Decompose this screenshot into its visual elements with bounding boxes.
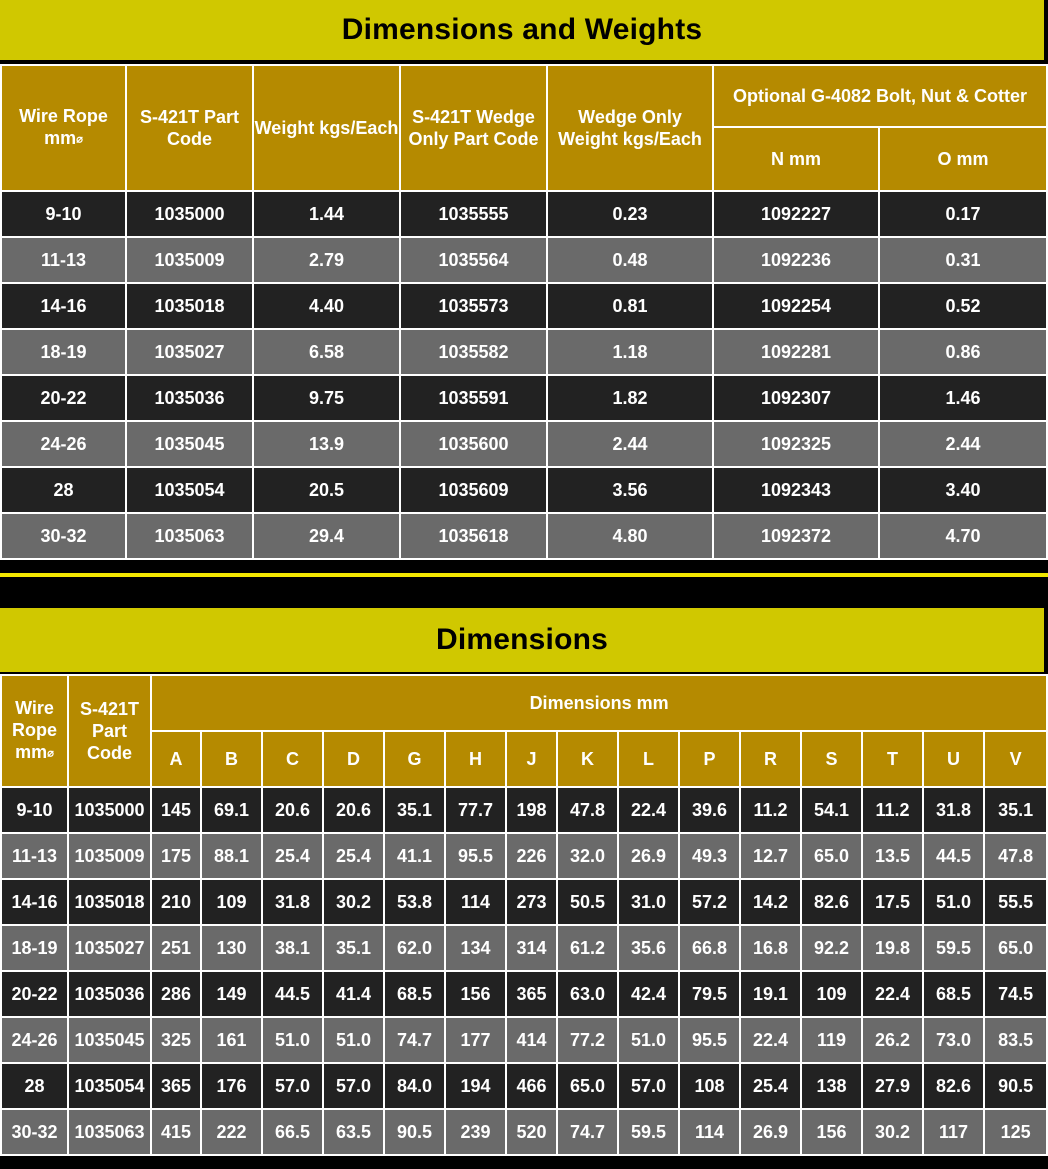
header-weight: Weight kgs/Each xyxy=(253,65,400,191)
table-cell: 108 xyxy=(679,1063,740,1109)
table-cell: 24-26 xyxy=(1,421,126,467)
table-cell: 1035555 xyxy=(400,191,547,237)
table-cell: 1035009 xyxy=(68,833,151,879)
table-cell: 30-32 xyxy=(1,513,126,559)
table-cell: 25.4 xyxy=(323,833,384,879)
table-cell: 51.0 xyxy=(262,1017,323,1063)
table-cell: 1035036 xyxy=(68,971,151,1017)
table-cell: 55.5 xyxy=(984,879,1047,925)
table-cell: 1035564 xyxy=(400,237,547,283)
table-cell: 17.5 xyxy=(862,879,923,925)
table-cell: 16.8 xyxy=(740,925,801,971)
table-cell: 114 xyxy=(679,1109,740,1155)
table-cell: 1.46 xyxy=(879,375,1047,421)
table-cell: 1035591 xyxy=(400,375,547,421)
table-cell: 95.5 xyxy=(679,1017,740,1063)
header-dim-letter: D xyxy=(323,731,384,787)
table-row xyxy=(1,1109,1047,1155)
header-dim-letter: V xyxy=(984,731,1047,787)
table-cell: 520 xyxy=(506,1109,557,1155)
table-cell: 32.0 xyxy=(557,833,618,879)
table-cell: 68.5 xyxy=(384,971,445,1017)
table-cell: 44.5 xyxy=(262,971,323,1017)
table-cell: 14-16 xyxy=(1,283,126,329)
header-wedge-code: S-421T Wedge Only Part Code xyxy=(400,65,547,191)
table-cell: 466 xyxy=(506,1063,557,1109)
table-row xyxy=(1,237,1047,283)
header-dim-letter: R xyxy=(740,731,801,787)
table-cell: 57.2 xyxy=(679,879,740,925)
table-cell: 30.2 xyxy=(862,1109,923,1155)
table-cell: 57.0 xyxy=(323,1063,384,1109)
table-cell: 4.40 xyxy=(253,283,400,329)
table-cell: 35.1 xyxy=(984,787,1047,833)
table-cell: 20.5 xyxy=(253,467,400,513)
table-cell: 25.4 xyxy=(262,833,323,879)
table-cell: 1092307 xyxy=(713,375,879,421)
header-optional-bolt: Optional G-4082 Bolt, Nut & Cotter xyxy=(713,65,1047,127)
table-cell: 92.2 xyxy=(801,925,862,971)
table-cell: 73.0 xyxy=(923,1017,984,1063)
table-cell: 109 xyxy=(201,879,262,925)
table-cell: 42.4 xyxy=(618,971,679,1017)
table-cell: 0.48 xyxy=(547,237,713,283)
table-cell: 35.6 xyxy=(618,925,679,971)
table-row xyxy=(1,283,1047,329)
table-cell: 1092227 xyxy=(713,191,879,237)
table-cell: 65.0 xyxy=(801,833,862,879)
table-cell: 29.4 xyxy=(253,513,400,559)
table-cell: 65.0 xyxy=(557,1063,618,1109)
table-cell: 2.44 xyxy=(547,421,713,467)
table-cell: 4.80 xyxy=(547,513,713,559)
table-cell: 0.17 xyxy=(879,191,1047,237)
table-cell: 39.6 xyxy=(679,787,740,833)
table-cell: 176 xyxy=(201,1063,262,1109)
table-cell: 35.1 xyxy=(323,925,384,971)
header-dim-letter: H xyxy=(445,731,506,787)
section-divider xyxy=(0,573,1048,577)
table-cell: 24-26 xyxy=(1,1017,68,1063)
table-cell: 1035609 xyxy=(400,467,547,513)
table-cell: 365 xyxy=(151,1063,201,1109)
table-cell: 1035054 xyxy=(68,1063,151,1109)
table-row xyxy=(1,467,1047,513)
table-cell: 95.5 xyxy=(445,833,506,879)
table-cell: 20.6 xyxy=(323,787,384,833)
header-part-code: S-421T Part Code xyxy=(68,675,151,787)
diameter-icon: ⌀ xyxy=(47,747,54,760)
table-cell: 26.2 xyxy=(862,1017,923,1063)
table-cell: 198 xyxy=(506,787,557,833)
table-cell: 161 xyxy=(201,1017,262,1063)
header-dimensions: Dimensions mm xyxy=(151,675,1047,731)
table-cell: 30-32 xyxy=(1,1109,68,1155)
table-cell: 69.1 xyxy=(201,787,262,833)
table-cell: 194 xyxy=(445,1063,506,1109)
table-cell: 11.2 xyxy=(740,787,801,833)
table-cell: 35.1 xyxy=(384,787,445,833)
table-cell: 83.5 xyxy=(984,1017,1047,1063)
table-cell: 74.7 xyxy=(557,1109,618,1155)
table-row xyxy=(1,833,1047,879)
table-cell: 14-16 xyxy=(1,879,68,925)
table-cell: 0.31 xyxy=(879,237,1047,283)
table-cell: 77.7 xyxy=(445,787,506,833)
table-cell: 44.5 xyxy=(923,833,984,879)
table-cell: 251 xyxy=(151,925,201,971)
table-cell: 1035063 xyxy=(68,1109,151,1155)
table-cell: 9-10 xyxy=(1,787,68,833)
table-cell: 1035000 xyxy=(126,191,253,237)
table-cell: 50.5 xyxy=(557,879,618,925)
table-cell: 66.8 xyxy=(679,925,740,971)
table-cell: 1035018 xyxy=(126,283,253,329)
table-cell: 18-19 xyxy=(1,925,68,971)
table-cell: 1035045 xyxy=(68,1017,151,1063)
table-row xyxy=(1,421,1047,467)
header-dim-letter: U xyxy=(923,731,984,787)
table-cell: 19.8 xyxy=(862,925,923,971)
table-cell: 51.0 xyxy=(618,1017,679,1063)
table-cell: 1092281 xyxy=(713,329,879,375)
header-dim-letter: C xyxy=(262,731,323,787)
table-cell: 0.86 xyxy=(879,329,1047,375)
table-cell: 18-19 xyxy=(1,329,126,375)
table-row xyxy=(1,375,1047,421)
header-dim-letter: A xyxy=(151,731,201,787)
table-cell: 28 xyxy=(1,467,126,513)
table-cell: 156 xyxy=(801,1109,862,1155)
table-cell: 28 xyxy=(1,1063,68,1109)
table-cell: 82.6 xyxy=(923,1063,984,1109)
table-cell: 175 xyxy=(151,833,201,879)
table-cell: 47.8 xyxy=(557,787,618,833)
dimensions-table xyxy=(0,674,1048,1156)
table-cell: 11.2 xyxy=(862,787,923,833)
table-cell: 3.40 xyxy=(879,467,1047,513)
table-cell: 1092372 xyxy=(713,513,879,559)
table-cell: 1035000 xyxy=(68,787,151,833)
table-cell: 286 xyxy=(151,971,201,1017)
table-cell: 65.0 xyxy=(984,925,1047,971)
header-wedge-weight: Wedge Only Weight kgs/Each xyxy=(547,65,713,191)
table-cell: 130 xyxy=(201,925,262,971)
table-cell: 66.5 xyxy=(262,1109,323,1155)
table-cell: 9.75 xyxy=(253,375,400,421)
table-row xyxy=(1,1017,1047,1063)
table-cell: 26.9 xyxy=(618,833,679,879)
table-cell: 79.5 xyxy=(679,971,740,1017)
table-cell: 2.79 xyxy=(253,237,400,283)
table-cell: 22.4 xyxy=(618,787,679,833)
table-cell: 1035573 xyxy=(400,283,547,329)
table-cell: 13.9 xyxy=(253,421,400,467)
table-cell: 1035036 xyxy=(126,375,253,421)
table-cell: 109 xyxy=(801,971,862,1017)
table-row xyxy=(1,1063,1047,1109)
table-cell: 125 xyxy=(984,1109,1047,1155)
table-cell: 38.1 xyxy=(262,925,323,971)
table-cell: 1035018 xyxy=(68,879,151,925)
table-cell: 19.1 xyxy=(740,971,801,1017)
table-cell: 145 xyxy=(151,787,201,833)
table-cell: 63.0 xyxy=(557,971,618,1017)
table-cell: 62.0 xyxy=(384,925,445,971)
table-cell: 415 xyxy=(151,1109,201,1155)
table-cell: 13.5 xyxy=(862,833,923,879)
table-cell: 14.2 xyxy=(740,879,801,925)
table-cell: 1035618 xyxy=(400,513,547,559)
table-cell: 31.8 xyxy=(923,787,984,833)
table-cell: 3.56 xyxy=(547,467,713,513)
table-cell: 59.5 xyxy=(923,925,984,971)
header-dim-letter: G xyxy=(384,731,445,787)
header-dim-letter: L xyxy=(618,731,679,787)
dimensions-weights-table xyxy=(0,64,1048,560)
table-cell: 11-13 xyxy=(1,237,126,283)
table-cell: 49.3 xyxy=(679,833,740,879)
table-cell: 1035027 xyxy=(68,925,151,971)
table-cell: 47.8 xyxy=(984,833,1047,879)
table-cell: 90.5 xyxy=(984,1063,1047,1109)
table-cell: 273 xyxy=(506,879,557,925)
table-cell: 11-13 xyxy=(1,833,68,879)
table-cell: 1092254 xyxy=(713,283,879,329)
table-cell: 57.0 xyxy=(618,1063,679,1109)
table-cell: 0.52 xyxy=(879,283,1047,329)
table-cell: 61.2 xyxy=(557,925,618,971)
header-dim-letter: T xyxy=(862,731,923,787)
table-cell: 1035027 xyxy=(126,329,253,375)
table-cell: 22.4 xyxy=(862,971,923,1017)
header-dim-letter: B xyxy=(201,731,262,787)
table-cell: 25.4 xyxy=(740,1063,801,1109)
table-cell: 88.1 xyxy=(201,833,262,879)
table-cell: 51.0 xyxy=(323,1017,384,1063)
table-cell: 414 xyxy=(506,1017,557,1063)
section-title-dimensions-weights: Dimensions and Weights xyxy=(0,0,1044,60)
header-dim-letter: K xyxy=(557,731,618,787)
table-cell: 1092325 xyxy=(713,421,879,467)
header-dim-letter: J xyxy=(506,731,557,787)
table-cell: 119 xyxy=(801,1017,862,1063)
table-cell: 0.81 xyxy=(547,283,713,329)
section-title-dimensions: Dimensions xyxy=(0,608,1044,672)
table-cell: 63.5 xyxy=(323,1109,384,1155)
table-cell: 226 xyxy=(506,833,557,879)
table-row xyxy=(1,879,1047,925)
table-cell: 54.1 xyxy=(801,787,862,833)
table-cell: 9-10 xyxy=(1,191,126,237)
table-row xyxy=(1,513,1047,559)
table-row xyxy=(1,191,1047,237)
table-cell: 239 xyxy=(445,1109,506,1155)
table-cell: 6.58 xyxy=(253,329,400,375)
table-cell: 77.2 xyxy=(557,1017,618,1063)
table-cell: 12.7 xyxy=(740,833,801,879)
table-cell: 31.0 xyxy=(618,879,679,925)
header-wire-rope: Wire Rope mm⌀ xyxy=(1,675,68,787)
header-n: N mm xyxy=(713,127,879,191)
table-cell: 41.4 xyxy=(323,971,384,1017)
header-dim-letter: S xyxy=(801,731,862,787)
header-wire-rope: Wire Rope mm⌀ xyxy=(1,65,126,191)
header-o: O mm xyxy=(879,127,1047,191)
table-row xyxy=(1,329,1047,375)
table-cell: 1035063 xyxy=(126,513,253,559)
table-cell: 134 xyxy=(445,925,506,971)
table-cell: 314 xyxy=(506,925,557,971)
table-cell: 90.5 xyxy=(384,1109,445,1155)
table-cell: 138 xyxy=(801,1063,862,1109)
table-cell: 325 xyxy=(151,1017,201,1063)
table-cell: 149 xyxy=(201,971,262,1017)
table-cell: 1092236 xyxy=(713,237,879,283)
table-cell: 31.8 xyxy=(262,879,323,925)
table-cell: 1035054 xyxy=(126,467,253,513)
table-row xyxy=(1,787,1047,833)
table-cell: 1035045 xyxy=(126,421,253,467)
table-cell: 27.9 xyxy=(862,1063,923,1109)
table-cell: 1035009 xyxy=(126,237,253,283)
table-cell: 222 xyxy=(201,1109,262,1155)
table-cell: 1.82 xyxy=(547,375,713,421)
table-cell: 1.18 xyxy=(547,329,713,375)
table-cell: 20-22 xyxy=(1,971,68,1017)
table-cell: 177 xyxy=(445,1017,506,1063)
table-cell: 365 xyxy=(506,971,557,1017)
table-cell: 117 xyxy=(923,1109,984,1155)
table-cell: 74.5 xyxy=(984,971,1047,1017)
table-cell: 82.6 xyxy=(801,879,862,925)
table-cell: 30.2 xyxy=(323,879,384,925)
table-cell: 2.44 xyxy=(879,421,1047,467)
table-cell: 1035600 xyxy=(400,421,547,467)
table-cell: 74.7 xyxy=(384,1017,445,1063)
table-cell: 68.5 xyxy=(923,971,984,1017)
diameter-icon: ⌀ xyxy=(76,133,83,146)
table-cell: 0.23 xyxy=(547,191,713,237)
table-cell: 210 xyxy=(151,879,201,925)
table-cell: 22.4 xyxy=(740,1017,801,1063)
table-cell: 114 xyxy=(445,879,506,925)
table-cell: 20.6 xyxy=(262,787,323,833)
table-row xyxy=(1,971,1047,1017)
table-cell: 4.70 xyxy=(879,513,1047,559)
table-cell: 84.0 xyxy=(384,1063,445,1109)
table-cell: 41.1 xyxy=(384,833,445,879)
header-dim-letter: P xyxy=(679,731,740,787)
header-part-code: S-421T Part Code xyxy=(126,65,253,191)
table-cell: 156 xyxy=(445,971,506,1017)
table-cell: 53.8 xyxy=(384,879,445,925)
table-cell: 20-22 xyxy=(1,375,126,421)
table-cell: 51.0 xyxy=(923,879,984,925)
table-cell: 1092343 xyxy=(713,467,879,513)
table-row xyxy=(1,925,1047,971)
table-cell: 59.5 xyxy=(618,1109,679,1155)
table-cell: 1.44 xyxy=(253,191,400,237)
table-cell: 26.9 xyxy=(740,1109,801,1155)
table-cell: 57.0 xyxy=(262,1063,323,1109)
table-cell: 1035582 xyxy=(400,329,547,375)
